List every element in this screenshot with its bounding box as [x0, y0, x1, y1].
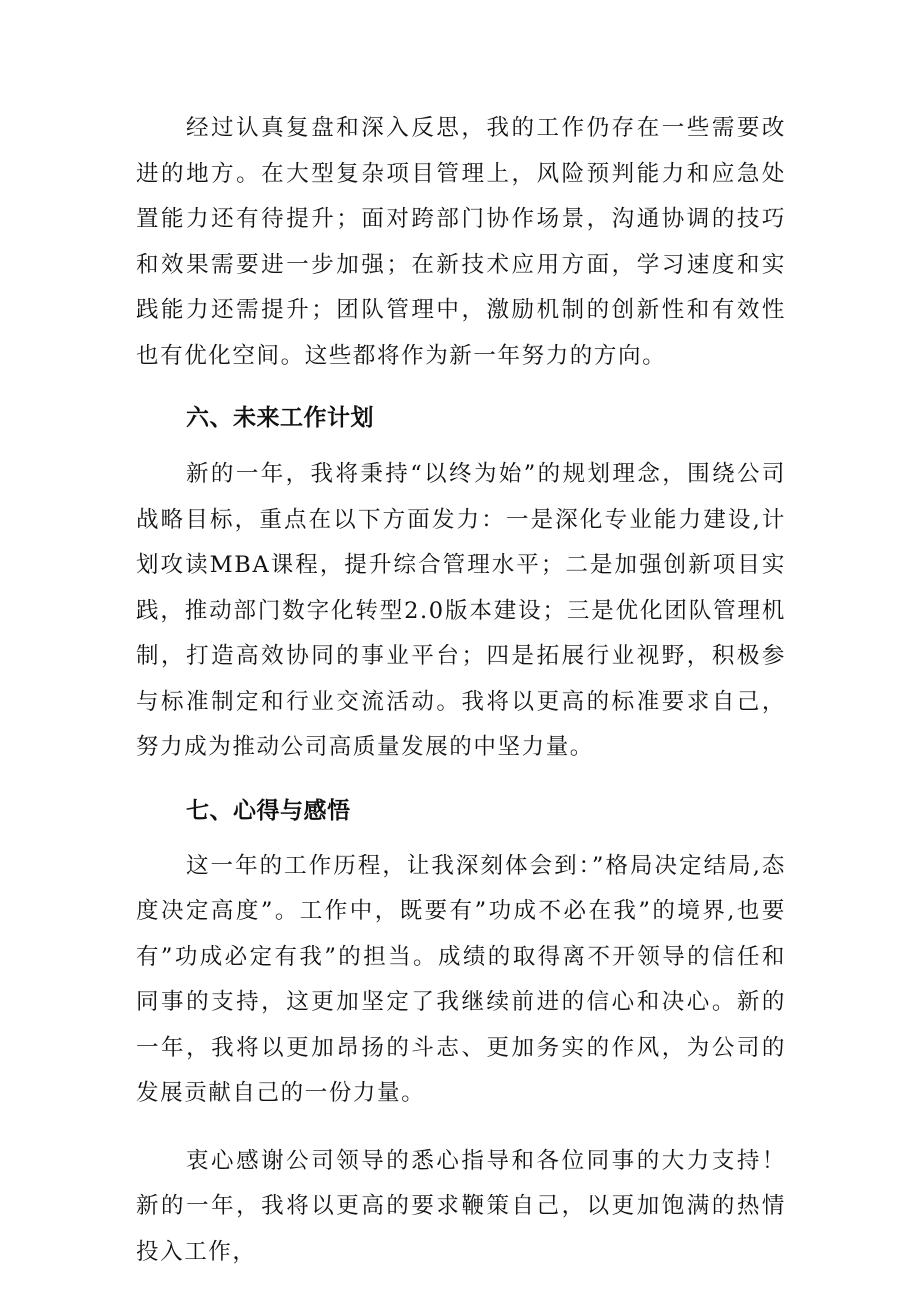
insights-heading: 七、心得与感悟	[186, 797, 351, 824]
future-plan-paragraph: 新的一年，我将秉持“以终为始”的规划理念，围绕公司战略目标，重点在以下方面发力：一是深化专业能力建设,计划攻读MBA课程，提升综合管理水平；二是加强创新项目实践，推动部门数字化转型2.0版本建设；三是优化团队管理机制，打造高效协同的事业平台；四是拓展行业视野，积极参与标准制定和行业交流活动。我将以更高的标准要求自己，努力成为推动公司高质量发展的中坚力量。	[136, 461, 786, 760]
future-plan-heading: 六、未来工作计划	[186, 405, 374, 431]
thanks-paragraph: 衷心感谢公司领导的悉心指导和各位同事的大力支持！新的一年，我将以更高的要求鞭策自己，以更加饱满的热情投入工作，	[136, 1147, 786, 1265]
document-page	[136, 106, 786, 1275]
reflection-paragraph: 经过认真复盘和深入反思，我的工作仍存在一些需要改进的地方。在大型复杂项目管理上，风险预判能力和应急处置能力还有待提升；面对跨部门协作场景，沟通协调的技巧和效果需要进一步加强；在新技术应用方面，学习速度和实践能力还需提升；团队管理中，激励机制的创新性和有效性也有优化空间。这些都将作为新一年努力的方向。	[136, 115, 786, 369]
insights-paragraph: 这一年的工作历程，让我深刻体会到：”格局决定结局,态度决定高度”。工作中，既要有”功成不必在我”的境界,也要有”功成必定有我”的担当。成绩的取得离不开领导的信任和同事的支持，这更加坚定了我继续前进的信心和决心。新的一年，我将以更加昂扬的斗志、更加务实的作风，为公司的发展贡献自己的一份力量。	[136, 852, 786, 1106]
